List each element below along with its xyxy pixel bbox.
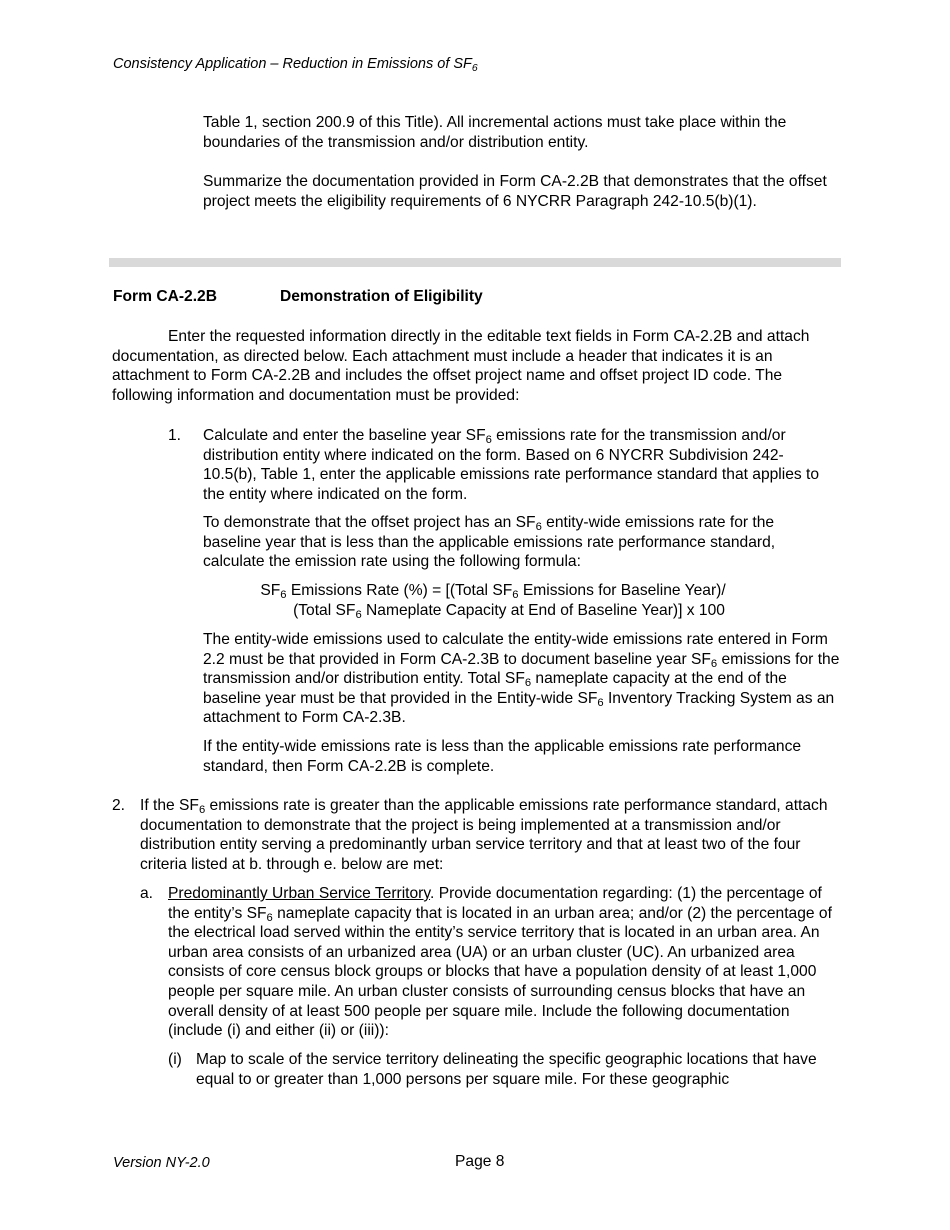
item-2-paragraph: If the $SF_6$ emissions rate is greater than the applicable emissions rate performance standard, attach documentation to demonstrate that the project is being implemented at a transmission and/or distribution entity serving a predominantly urban service territory and that at least two of the four criteria listed at b. through e. below are met:	[140, 797, 828, 873]
intro-paragraph-2: Summarize the documentation provided in Form CA-2.2B that demonstrates that the offset project meets the eligibility requirements of 6 NYCRR Paragraph 242-10.5(b)(1).	[203, 173, 827, 210]
emissions-rate-formula	[203, 581, 835, 620]
item-2a-paragraph: Predominantly Urban Service Territory. Provide documentation regarding: (1) the percentage of the entity’s $SF_6$ nameplate capacity that is located in an urban area; and/or (2) the percentage of the electrical load served within the entity’s service territory that is located in an urban area. An urban area consists of an urbanized area (UA) or an urban cluster (UC). An urbanized area consists of core census block groups or blocks that have a population density of at least 1,000 people per square mile. An urban cluster consists of surrounding census blocks that have an overall density of at least 500 people per square mile. Include the following documentation (include (i) and either (ii) or (iii)):	[168, 885, 832, 1040]
urban-service-territory-heading: Predominantly Urban Service Territory	[168, 885, 431, 902]
item-2a-i-label: (i)	[168, 1051, 182, 1068]
form-heading	[113, 288, 483, 306]
item-2-number: 2.	[112, 797, 126, 814]
item-1-number: 1.	[168, 427, 182, 444]
item-1-paragraph-2: To demonstrate that the offset project has an $SF_6$ entity-wide emissions rate for the baseline year that is less than the applicable emissions rate performance standard, calculate the emission rate using the following formula:	[203, 514, 776, 571]
form-title: Demonstration of Eligibility	[280, 288, 483, 305]
intro-continuation	[203, 113, 843, 233]
item-1-paragraph-1: Calculate and enter the baseline year $SF_6$ emissions rate for the transmission and/or distribution entity where indicated on the form. Based on 6 NYCRR Subdivision 242-10.5(b), Table 1, enter the applicable emissions rate performance standard that applies to the entity where indicated on the form.	[203, 427, 820, 503]
formula-line-1: $SF_6$ Emissions Rate (%) = [(Total $SF_6$ Emissions for Baseline Year)/	[260, 582, 726, 602]
intro-paragraph-1: Table 1, section 200.9 of this Title). All incremental actions must take place within the boundaries of the transmission and/or distribution entity.	[203, 114, 787, 151]
item-1-paragraph-3: The entity-wide emissions used to calculate the entity-wide emissions rate entered in Form 2.2 must be that provided in Form CA-2.3B to document baseline year $SF_6$ emissions for the transmission and/or distribution entity. Total $SF_6$ nameplate capacity at the end of the baseline year must be that provided in the Entity-wide $SF_6$ Inventory Tracking System as an attachment to Form CA-2.3B.	[203, 631, 840, 727]
item-2a-i-paragraph: Map to scale of the service territory delineating the specific geographic locations that have equal to or greater than 1,000 persons per square mile. For these geographic	[196, 1051, 817, 1088]
footer-page-number: Page 8	[455, 1153, 505, 1170]
section-divider	[109, 258, 841, 267]
form-intro-paragraph: Enter the requested information directly in the editable text fields in Form CA-2.2B and attach documentation, as directed below. Each attachment must include a header that indicates it is an attachment to Form CA-2.2B and includes the offset project name and offset project ID code. The following information and documentation must be provided:	[112, 328, 810, 404]
formula-line-2: (Total $SF_6$ Nameplate Capacity at End of Baseline Year)] x 100	[293, 601, 725, 621]
item-2a-label: a.	[140, 885, 154, 902]
form-code: Form CA-2.2B	[113, 288, 217, 305]
item-1-paragraph-4: If the entity-wide emissions rate is less than the applicable emissions rate performance standard, then Form CA-2.2B is complete.	[203, 738, 802, 775]
footer-version: Version NY-2.0	[113, 1155, 210, 1171]
running-header: Consistency Application – Reduction in Emissions of $SF_6$	[113, 56, 478, 74]
